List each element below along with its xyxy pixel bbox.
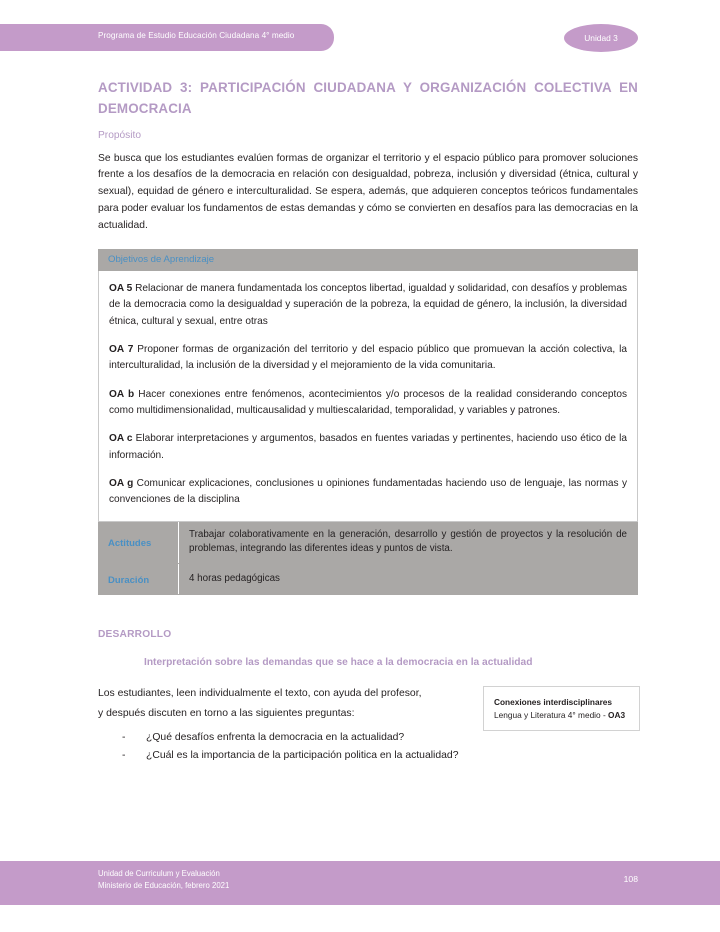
objectives-table-header: Objetivos de Aprendizaje bbox=[99, 249, 638, 270]
duration-value-cell bbox=[179, 564, 638, 595]
oa-text: Comunicar explicaciones, conclusiones u opiniones fundamentadas haciendo uso de lenguaje, las normas y convenciones de la disciplina bbox=[109, 478, 627, 506]
intro-line-1: Los estudiantes, leen individualmente el texto, con ayuda del profesor, bbox=[98, 688, 422, 700]
purpose-text: Se busca que los estudiantes evalúen formas de organizar el territorio y el espacio público para promover soluciones frente a los desafíos de la democracia en relación con desigualdad, pobreza, inclusión y diversidad (étnica, cultural y sexual), equidad de género e interculturalidad. Se espera, además, que adquieren conceptos teóricos fundamentales para poder evaluar los fundamentos de estas demandas y cómo se convierten en desafíos para las democracias en la actualidad. bbox=[98, 152, 638, 232]
footer-line-2: Ministerio de Educación, febrero 2021 bbox=[98, 880, 230, 890]
connections-subject-text: Lengua y Literatura 4° medio - bbox=[494, 709, 609, 720]
attitudes-value: Trabajar colaborativamente en la generación, desarrollo y gestión de proyectos y la resolución de problemas, integrando las diferentes ideas y puntos de vista. bbox=[189, 528, 627, 555]
development-heading: DESARROLLO bbox=[98, 629, 172, 641]
development-body bbox=[98, 684, 638, 764]
oa-code: OA 7 bbox=[109, 343, 134, 355]
list-item bbox=[98, 747, 638, 765]
intro-line-2: y después discuten en torno a las siguientes preguntas: bbox=[98, 708, 355, 720]
oa-code: OA c bbox=[109, 433, 133, 445]
page-title: ACTIVIDAD 3: PARTICIPACIÓN CIUDADANA Y ORGANIZACIÓN COLECTIVA EN DEMOCRACIA bbox=[98, 80, 638, 116]
oa-text: Relacionar de manera fundamentada los conceptos libertad, igualdad y solidaridad, con desafíos y problemas de la democracia como la desigualdad y superación de la pobreza, la equidad de género, la inclusión, la diversidad étnica, cultural y sexual, entre otras bbox=[109, 282, 627, 327]
attitudes-label: Actitudes bbox=[108, 538, 152, 550]
duration-value: 4 horas pedagógicas bbox=[189, 572, 280, 584]
bullet-dash: - bbox=[122, 731, 126, 743]
list-item bbox=[109, 387, 627, 420]
purpose-label: Propósito bbox=[98, 129, 142, 141]
footer-line-1: Unidad de Curriculum y Evaluación bbox=[98, 868, 220, 878]
oa-code: OA g bbox=[109, 478, 134, 489]
oa-text: Hacer conexiones entre fenómenos, acontecimientos y/o procesos de la realidad considerando conceptos como multidimensionalidad, multicausalidad y multiescalaridad, temporalidad, y variables y patrones. bbox=[109, 388, 627, 416]
list-item bbox=[109, 342, 627, 375]
development-subsection-title: Interpretación sobre las demandas que se hace a la democracia en la actualidad bbox=[144, 657, 533, 669]
oa-text: Proponer formas de organización del territorio y del espacio público que promuevan la acción colectiva, la interculturalidad, la inclusión de la diversidad y el mejoramiento de la vida comunitaria. bbox=[109, 343, 628, 372]
page-content bbox=[98, 78, 638, 764]
duration-label-cell bbox=[99, 564, 179, 595]
oa-code: OA b bbox=[109, 388, 135, 400]
interdisciplinary-connections-box bbox=[483, 686, 640, 731]
connections-subject bbox=[494, 709, 630, 721]
connections-title: Conexiones interdisciplinares bbox=[494, 697, 613, 708]
oa-text: Elaborar interpretaciones y argumentos, basados en fuentes variadas y pertinentes, haciendo uso ético de la información. bbox=[109, 433, 627, 461]
list-item bbox=[109, 431, 627, 464]
table-row bbox=[99, 270, 638, 521]
unit-badge-label: Unidad 3 bbox=[584, 33, 618, 43]
bullet-dash: - bbox=[122, 749, 126, 761]
list-item bbox=[98, 729, 638, 747]
footer-text bbox=[98, 868, 229, 892]
objectives-list-cell bbox=[99, 270, 638, 521]
table-row bbox=[99, 564, 638, 595]
connections-code: OA3 bbox=[608, 709, 626, 720]
duration-label: Duración bbox=[108, 575, 150, 587]
table-row bbox=[99, 249, 638, 270]
program-label: Programa de Estudio Educación Ciudadana 4° medio bbox=[98, 31, 295, 40]
list-item bbox=[109, 281, 627, 330]
oa-code: OA 5 bbox=[109, 282, 133, 294]
attitudes-value-cell bbox=[179, 521, 638, 563]
page-number: 108 bbox=[623, 874, 638, 884]
question-list bbox=[98, 729, 638, 765]
question-text: ¿Qué desafíos enfrenta la democracia en la actualidad? bbox=[146, 731, 405, 743]
question-text: ¿Cuál es la importancia de la participación politica en la actualidad? bbox=[146, 749, 459, 761]
attitudes-label-cell bbox=[99, 521, 179, 563]
list-item bbox=[109, 476, 627, 509]
table-row bbox=[99, 521, 638, 563]
objectives-table bbox=[98, 249, 638, 595]
